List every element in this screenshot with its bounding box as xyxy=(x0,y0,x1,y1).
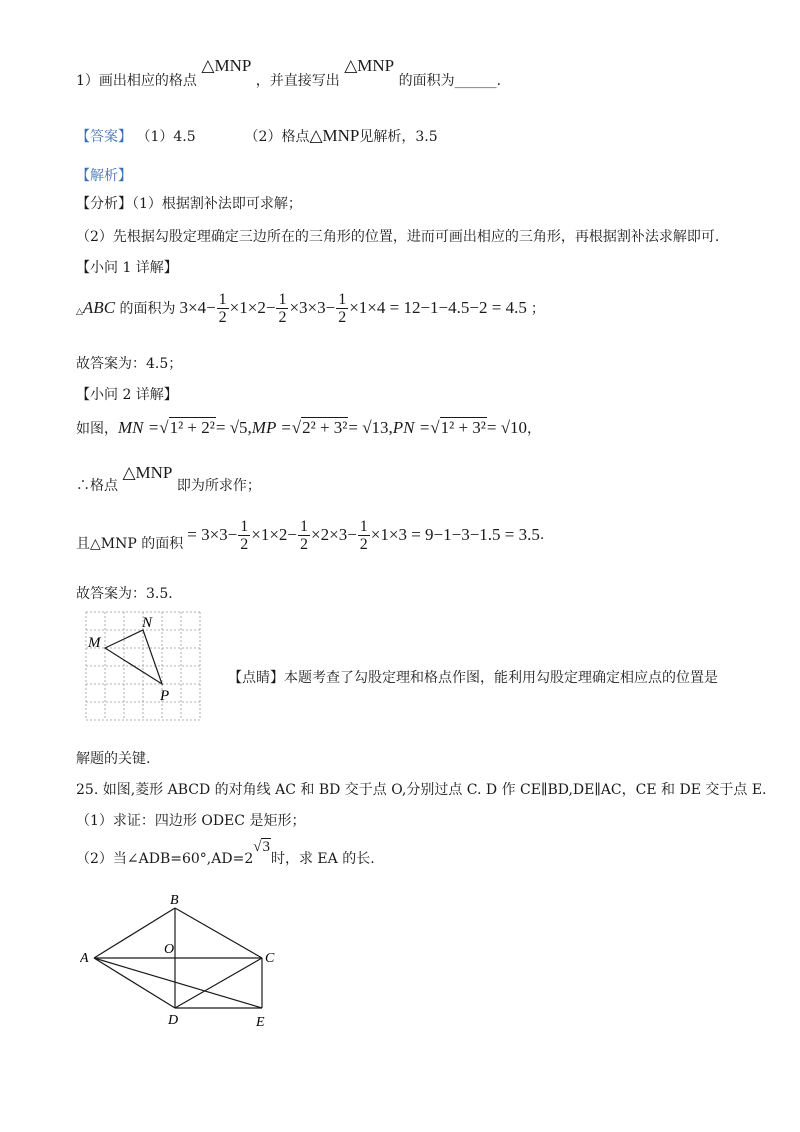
dianjing-text-1: 本题考查了勾股定理和格点作图，能利用勾股定理确定相应点的位置是 xyxy=(284,670,718,686)
fenxi-text-2: （2）先根据勾股定理确定三边所在的三角形的位置，进而可画出相应的三角形，再根据割补法求解即可. xyxy=(76,229,720,245)
sub2-rugu: 如图， xyxy=(76,421,118,437)
point-label-m: M xyxy=(88,635,101,651)
point-label-o: O xyxy=(164,942,175,957)
sub2-period: . xyxy=(539,527,545,543)
fenxi-line-1 xyxy=(76,193,302,213)
sub2-area-d: ×1×3 = 9−1−3−1.5 = 3.5 xyxy=(370,525,540,544)
therefore-line xyxy=(76,463,261,495)
q25-part2-post: 时，求 EA 的长. xyxy=(270,851,375,867)
pn-result: = √10 xyxy=(486,418,528,437)
sub1-expr-b: ×1×2− xyxy=(229,298,276,317)
fraction-half-4: $\frac{1}{2}$ xyxy=(240,517,249,553)
side-bc xyxy=(175,908,262,958)
q1-triangle-1: △MNP xyxy=(201,56,252,75)
sub2-area-b: ×1×2− xyxy=(251,525,298,544)
dianjing-text-2: 解题的关键. xyxy=(76,751,151,767)
sub1-expr-d: ×1×4 = 12−1−4.5−2 = 4.5 xyxy=(349,298,527,317)
side-da xyxy=(94,958,175,1008)
sub1-answer: 故答案为：4.5； xyxy=(76,356,183,372)
fenxi-text-1: （1）根据割补法即可求解； xyxy=(132,196,302,212)
fraction-half-2: $\frac{1}{2}$ xyxy=(278,290,287,326)
sub1-area-label: 的面积为 xyxy=(115,301,176,317)
sub2-area-a: = 3×3− xyxy=(187,525,238,544)
q1-line xyxy=(76,56,502,90)
mp-result: = √13, xyxy=(348,418,393,437)
sub2-title: 【小问 2 详解】 xyxy=(76,387,178,403)
analysis-label: 【解析】 xyxy=(76,168,132,184)
sub2-lengths-line xyxy=(76,418,541,438)
answer-part2-post: 见解析，3.5 xyxy=(359,129,438,145)
point-label-b: B xyxy=(170,893,179,908)
q25-part2-line xyxy=(76,839,375,868)
mp-sqrt: √2² + 3² xyxy=(291,418,348,437)
sub1-title: 【小问 1 详解】 xyxy=(76,260,178,276)
mn-label: MN = xyxy=(118,418,160,437)
q1-middle: ，并直接写出 xyxy=(255,73,340,89)
sub2-answer: 故答案为：3.5. xyxy=(76,586,173,602)
fraction-half-6: $\frac{1}{2}$ xyxy=(359,517,368,553)
mn-result: = √5, xyxy=(215,418,252,437)
triangle-symbol: △ xyxy=(76,307,83,317)
point-label-c: C xyxy=(265,951,275,966)
sub1-semicolon: ； xyxy=(530,301,545,317)
q25-stem: 25. 如图,菱形 ABCD 的对角线 AC 和 BD 交于点 O,分别过点 C. D 作 CE∥BD,DE∥AC，CE 和 DE 交于点 E. xyxy=(76,782,767,798)
fraction-half-5: $\frac{1}{2}$ xyxy=(300,517,309,553)
sub1-area-line xyxy=(76,288,545,328)
answer-part1: （1）4.5 xyxy=(136,129,196,145)
q1-prefix: 1）画出相应的格点 xyxy=(76,73,197,89)
point-label-d: D xyxy=(168,1013,179,1028)
sub2-comma: ， xyxy=(527,421,542,437)
pn-label: PN = xyxy=(392,418,431,437)
rhombus-figure xyxy=(80,890,300,1040)
answer-line xyxy=(76,126,438,146)
q1-suffix: 的面积为______. xyxy=(398,73,502,89)
q1-triangle-2: △MNP xyxy=(344,56,395,75)
point-label-p: P xyxy=(160,688,170,704)
sub2-area-pre: 且△MNP 的面积 xyxy=(76,536,184,552)
therefore-text: ∴格点 xyxy=(76,478,118,494)
point-label-n: N xyxy=(142,615,153,631)
mn-sqrt: √1² + 2² xyxy=(159,418,215,437)
triangle-mnp xyxy=(105,630,162,684)
sub1-area-label-abc: ABC xyxy=(82,298,116,317)
sub1-expr-c: ×3×3− xyxy=(289,298,336,317)
answer-label: 【答案】 xyxy=(76,129,132,145)
therefore-triangle: △MNP xyxy=(122,463,173,482)
side-ab xyxy=(94,908,175,958)
answer-part2-triangle: △MNP xyxy=(309,126,360,145)
therefore-post: 即为所求作； xyxy=(176,478,261,494)
point-label-e: E xyxy=(256,1015,265,1030)
point-label-a: A xyxy=(80,951,89,966)
sub1-expr-a: 3×4− xyxy=(179,298,216,317)
mp-label: MP = xyxy=(251,418,292,437)
fraction-half-3: $\frac{1}{2}$ xyxy=(338,290,347,326)
fraction-half-1: $\frac{1}{2}$ xyxy=(218,290,227,326)
sub2-area-line xyxy=(76,515,544,555)
q25-part1: （1）求证：四边形 ODEC 是矩形； xyxy=(76,813,306,829)
dianjing-line-1 xyxy=(228,667,718,687)
dianjing-label: 【点睛】 xyxy=(228,670,284,686)
q25-part2-sqrt: √3 xyxy=(253,839,270,855)
sub2-area-c: ×2×3− xyxy=(311,525,357,544)
side-cd xyxy=(175,958,262,1008)
fenxi-label: 【分析】 xyxy=(76,196,132,212)
grid-figure xyxy=(84,610,202,722)
answer-part2-pre: （2）格点 xyxy=(244,129,310,145)
pn-sqrt: √1² + 3² xyxy=(430,418,486,437)
segment-ae xyxy=(94,958,262,1008)
q25-part2-pre: （2）当∠ADB=60°,AD=2 xyxy=(76,851,254,867)
